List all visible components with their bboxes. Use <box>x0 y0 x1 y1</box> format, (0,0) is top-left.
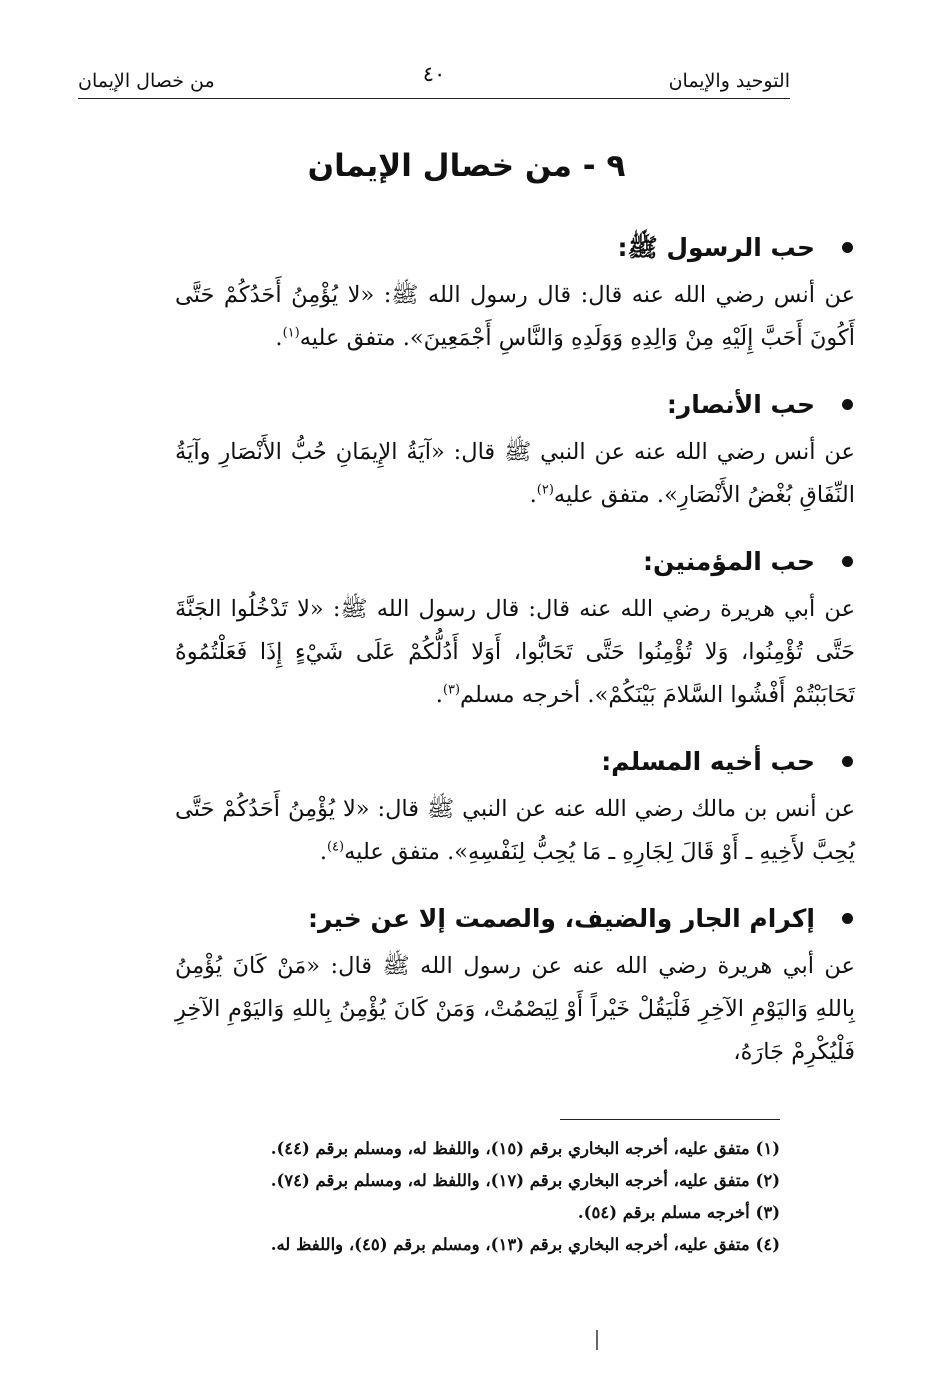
bullet-dot-icon <box>842 556 853 567</box>
hadith-paragraph: عن أنس رضي الله عنه عن النبي ﷺ قال: «آيَةُ الإِيمَانِ حُبُّ الأَنْصَارِ وآيَةُ النِّفَاقِ بُغْضُ الأَنْصَارِ». متفق عليه$^{(٢)}$. <box>175 439 855 508</box>
bullet-dot-icon <box>842 913 853 924</box>
footnotes <box>150 1133 780 1261</box>
page-mark <box>596 1330 598 1350</box>
section-love-of-prophet <box>175 225 855 360</box>
hadith-text: عن أنس بن مالك رضي الله عنه عن النبي ﷺ قال: «لا يُؤْمِنُ أَحَدُكُمْ حَتَّى يُحِبَّ لأَخِيهِ ـ أَوْ قَالَ لِجَارِهِ ـ مَا يُحِبُّ لِنَفْسِهِ». متفق عليه <box>175 796 855 865</box>
footnote-item: (٤) متفق عليه، أخرجه البخاري برقم (١٣)، ومسلم برقم (٤٥)، واللفظ له. <box>270 1235 780 1254</box>
chapter-short-title: من خصال الإيمان <box>78 70 215 92</box>
section-love-of-believers <box>175 539 855 717</box>
hadith-paragraph: عن أنس بن مالك رضي الله عنه عن النبي ﷺ قال: «لا يُؤْمِنُ أَحَدُكُمْ حَتَّى يُحِبَّ لأَخِيهِ ـ أَوْ قَالَ لِجَارِهِ ـ مَا يُحِبُّ لِنَفْسِهِ». متفق عليه$^{(٤)}$. <box>175 796 855 865</box>
footnote-ref[interactable]: (١) <box>282 325 300 341</box>
section-love-of-brother <box>175 739 855 874</box>
footnote-ref[interactable]: (٤) <box>326 839 345 855</box>
hadith-paragraph <box>175 945 855 1074</box>
footnote-item: (٣) أخرجه مسلم برقم (٥٤). <box>577 1203 780 1222</box>
section-heading: حب المؤمنين: <box>643 547 815 576</box>
page-number: ٤٠ <box>422 62 446 86</box>
hadith-text: عن أنس رضي الله عنه قال: قال رسول الله ﷺ: «لا يُؤْمِنُ أَحَدُكُمْ حَتَّى أَكُونَ أَحَبَّ إِلَيْهِ مِنْ وَالِدِهِ وَوَلَدِهِ وَالنَّاسِ أَجْمَعِينَ». متفق عليه <box>175 282 855 351</box>
footnote-ref[interactable]: (٣) <box>442 682 461 698</box>
section-heading: حب الرسول ﷺ: <box>617 233 815 262</box>
hadith-text: عن أبي هريرة رضي الله عنه قال: قال رسول الله ﷺ: «لا تَدْخُلُوا الجَنَّةَ حَتَّى تُؤْمِنُوا، وَلا تُؤْمِنُوا حَتَّى تَحَابُّوا، أَوَلا أَدُلُّكُمْ عَلَى شَيْءٍ إِذَا فَعَلْتُمُوهُ تَحَابَبْتُمْ أَفْشُوا السَّلامَ بَيْنَكُمْ». أخرجه مسلم <box>175 596 855 708</box>
hadith-paragraph: عن أبي هريرة رضي الله عنه قال: قال رسول الله ﷺ: «لا تَدْخُلُوا الجَنَّةَ حَتَّى تُؤْمِنُوا، وَلا تُؤْمِنُوا حَتَّى تَحَابُّوا، أَوَلا أَدُلُّكُمْ عَلَى شَيْءٍ إِذَا فَعَلْتُمُوهُ تَحَابَبْتُمْ أَفْشُوا السَّلامَ بَيْنَكُمْ». أخرجه مسلم$^{(٣)}$. <box>175 596 855 708</box>
running-header <box>78 62 790 99</box>
section-heading: حب أخيه المسلم: <box>601 747 815 776</box>
footnote-item: (١) متفق عليه، أخرجه البخاري برقم (١٥)، واللفظ له، ومسلم برقم (٤٤). <box>270 1139 780 1158</box>
footnote-ref[interactable]: (٢) <box>536 482 554 498</box>
section-heading: حب الأنصار: <box>666 390 815 419</box>
bullet-dot-icon <box>842 399 853 410</box>
footnote-divider <box>560 1119 780 1120</box>
section-love-of-ansar <box>175 382 855 517</box>
bullet-dot-icon <box>842 242 853 253</box>
hadith-text: عن أنس رضي الله عنه عن النبي ﷺ قال: «آيَةُ الإِيمَانِ حُبُّ الأَنْصَارِ وآيَةُ النِّفَاقِ بُغْضُ الأَنْصَارِ». متفق عليه <box>175 439 855 508</box>
section-heading: إكرام الجار والضيف، والصمت إلا عن خير: <box>307 904 815 933</box>
book-title: التوحيد والإيمان <box>668 70 790 92</box>
hadith-text: عن أبي هريرة رضي الله عنه عن رسول الله ﷺ قال: «مَنْ كَانَ يُؤْمِنُ بِاللهِ وَاليَوْمِ الآخِرِ فَلْيَقُلْ خَيْراً أَوْ لِيَصْمُتْ، وَمَنْ كَانَ يُؤْمِنُ بِاللهِ وَاليَوْمِ الآخِرِ فَلْيُكْرِمْ جَارَهُ، <box>175 953 855 1065</box>
footnote-item: (٢) متفق عليه، أخرجه البخاري برقم (١٧)، واللفظ له، ومسلم برقم (٧٤). <box>270 1171 780 1190</box>
hadith-paragraph: عن أنس رضي الله عنه قال: قال رسول الله ﷺ: «لا يُؤْمِنُ أَحَدُكُمْ حَتَّى أَكُونَ أَحَبَّ إِلَيْهِ مِنْ وَالِدِهِ وَوَلَدِهِ وَالنَّاسِ أَجْمَعِينَ». متفق عليه$^{(١)}$. <box>175 282 855 351</box>
section-honor-neighbor-guest <box>175 896 855 1074</box>
chapter-title: ٩ - من خصال الإيمان <box>307 148 626 184</box>
bullet-dot-icon <box>842 756 853 767</box>
main-content <box>175 225 855 1096</box>
